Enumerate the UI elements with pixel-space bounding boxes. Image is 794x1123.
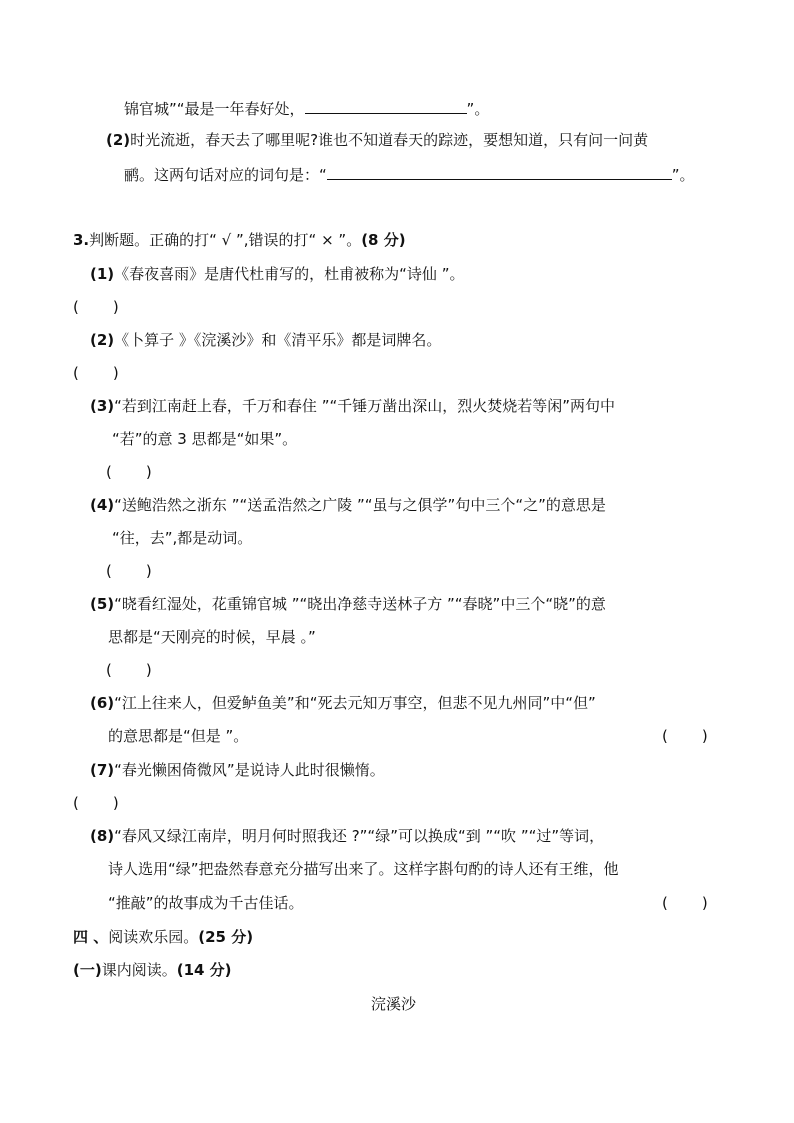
paren-open: ( xyxy=(106,562,112,580)
item-text: 《春夜喜雨》是唐代杜甫写的，杜甫被称为“诗仙 ”。 xyxy=(114,265,465,283)
item-text: 《卜算子 》《浣溪沙》和《清平乐》都是词牌名。 xyxy=(114,331,442,349)
item-text: “晓看红湿处，花重锦官城 ”“晓出净慈寺送林子方 ”“春晓”中三个“晓”的意 xyxy=(114,595,606,613)
section-4-number: 四 、 xyxy=(73,928,109,946)
fill-q2-line-1 xyxy=(106,130,648,150)
answer-paren-8[interactable] xyxy=(662,893,708,913)
section-3-number: 3. xyxy=(73,231,90,249)
paren-open: ( xyxy=(662,727,668,745)
item-text: “往，去”,都是动词。 xyxy=(112,529,253,547)
answer-paren-4[interactable] xyxy=(106,561,152,581)
paren-close: ) xyxy=(701,727,708,745)
item-text: 诗人选用“绿”把盎然春意充分描写出来了。这样字斟句酌的诗人还有王维，他 xyxy=(108,860,619,878)
subsection-number: (一) xyxy=(73,961,102,979)
judge-item-3-line-2 xyxy=(112,429,297,449)
item-number: (6) xyxy=(90,694,115,712)
paren-open: ( xyxy=(106,661,112,679)
answer-paren-7[interactable] xyxy=(73,793,119,813)
judge-item-8 xyxy=(90,826,604,846)
paren-open: ( xyxy=(73,794,79,812)
item-text: 的意思都是“但是 ”。 xyxy=(108,727,249,745)
judge-item-4-line-2 xyxy=(112,528,252,548)
subsection-heading xyxy=(73,960,232,980)
answer-blank-2[interactable] xyxy=(327,164,672,180)
judge-item-6 xyxy=(90,693,596,713)
judge-item-5-line-2 xyxy=(108,627,316,647)
fill-q2-line-2 xyxy=(124,164,695,185)
subsection-title: 课内阅读。 xyxy=(101,961,177,979)
judge-item-2 xyxy=(90,330,441,350)
item-text: “若到江南赶上春，千万和春住 ”“千锤万凿出深山，烈火焚烧若等闲”两句中 xyxy=(114,397,616,415)
judge-item-8-line-3 xyxy=(108,893,304,913)
paren-open: ( xyxy=(662,894,668,912)
judge-item-3 xyxy=(90,396,615,416)
section-4-title: 阅读欢乐园。 xyxy=(108,928,199,946)
subsection-score: (14 分) xyxy=(176,961,232,979)
fill-q2-number: (2) xyxy=(106,131,131,149)
fill-q2-text-2-suffix: ”。 xyxy=(671,166,695,184)
paren-close: ) xyxy=(112,794,119,812)
judge-item-8-line-2 xyxy=(108,859,619,879)
paren-close: ) xyxy=(145,661,152,679)
section-4-score: (25 分) xyxy=(198,928,254,946)
fill-line-1-prefix: 锦官城”“最是一年春好处， xyxy=(124,100,305,118)
answer-blank-1[interactable] xyxy=(305,98,467,114)
item-text: “春光懒困倚微风”是说诗人此时很懒惰。 xyxy=(114,761,385,779)
item-number: (1) xyxy=(90,265,115,283)
judge-item-6-line-2 xyxy=(108,726,248,746)
item-number: (8) xyxy=(90,827,115,845)
section-3-heading xyxy=(73,230,406,250)
section-3-score: (8 分) xyxy=(361,231,406,249)
paren-close: ) xyxy=(112,364,119,382)
item-number: (7) xyxy=(90,761,115,779)
judge-item-1 xyxy=(90,264,464,284)
answer-paren-2[interactable] xyxy=(73,363,119,383)
fill-q2-text-1: 时光流逝，春天去了哪里呢?谁也不知道春天的踪迹，要想知道，只有问一问黄 xyxy=(130,131,649,149)
item-text: “若”的意 3 思都是“如果”。 xyxy=(112,430,298,448)
item-number: (2) xyxy=(90,331,115,349)
section-4-heading xyxy=(73,927,253,947)
paren-close: ) xyxy=(145,562,152,580)
judge-item-5 xyxy=(90,594,606,614)
answer-paren-3[interactable] xyxy=(106,462,152,482)
paren-open: ( xyxy=(106,463,112,481)
paren-close: ) xyxy=(145,463,152,481)
paren-open: ( xyxy=(73,364,79,382)
fill-line-1 xyxy=(124,98,489,119)
item-text: “江上往来人，但爱鲈鱼美”和“死去元知万事空，但悲不见九州同”中“但” xyxy=(114,694,596,712)
item-number: (3) xyxy=(90,397,115,415)
item-text: “送鲍浩然之浙东 ”“送孟浩然之广陵 ”“虽与之俱学”句中三个“之”的意思是 xyxy=(114,496,606,514)
judge-item-4 xyxy=(90,495,606,515)
item-number: (4) xyxy=(90,496,115,514)
item-text: “春风又绿江南岸，明月何时照我还 ?”“绿”可以换成“到 ”“吹 ”“过”等词， xyxy=(114,827,605,845)
answer-paren-5[interactable] xyxy=(106,660,152,680)
fill-line-1-suffix: ”。 xyxy=(466,100,490,118)
section-3-title: 判断题。正确的打“ √ ”,错误的打“ × ”。 xyxy=(89,231,362,249)
judge-item-7 xyxy=(90,760,385,780)
answer-paren-6[interactable] xyxy=(662,726,708,746)
poem-title: 浣溪沙 xyxy=(371,995,417,1013)
paren-close: ) xyxy=(701,894,708,912)
paren-open: ( xyxy=(73,298,79,316)
item-text: 思都是“天刚亮的时候，早晨 。” xyxy=(108,628,316,646)
answer-paren-1[interactable] xyxy=(73,297,119,317)
item-text: “推敲”的故事成为千古佳话。 xyxy=(108,894,304,912)
item-number: (5) xyxy=(90,595,115,613)
paren-close: ) xyxy=(112,298,119,316)
fill-q2-text-2-prefix: 鹂。这两句话对应的词句是：“ xyxy=(124,166,327,184)
